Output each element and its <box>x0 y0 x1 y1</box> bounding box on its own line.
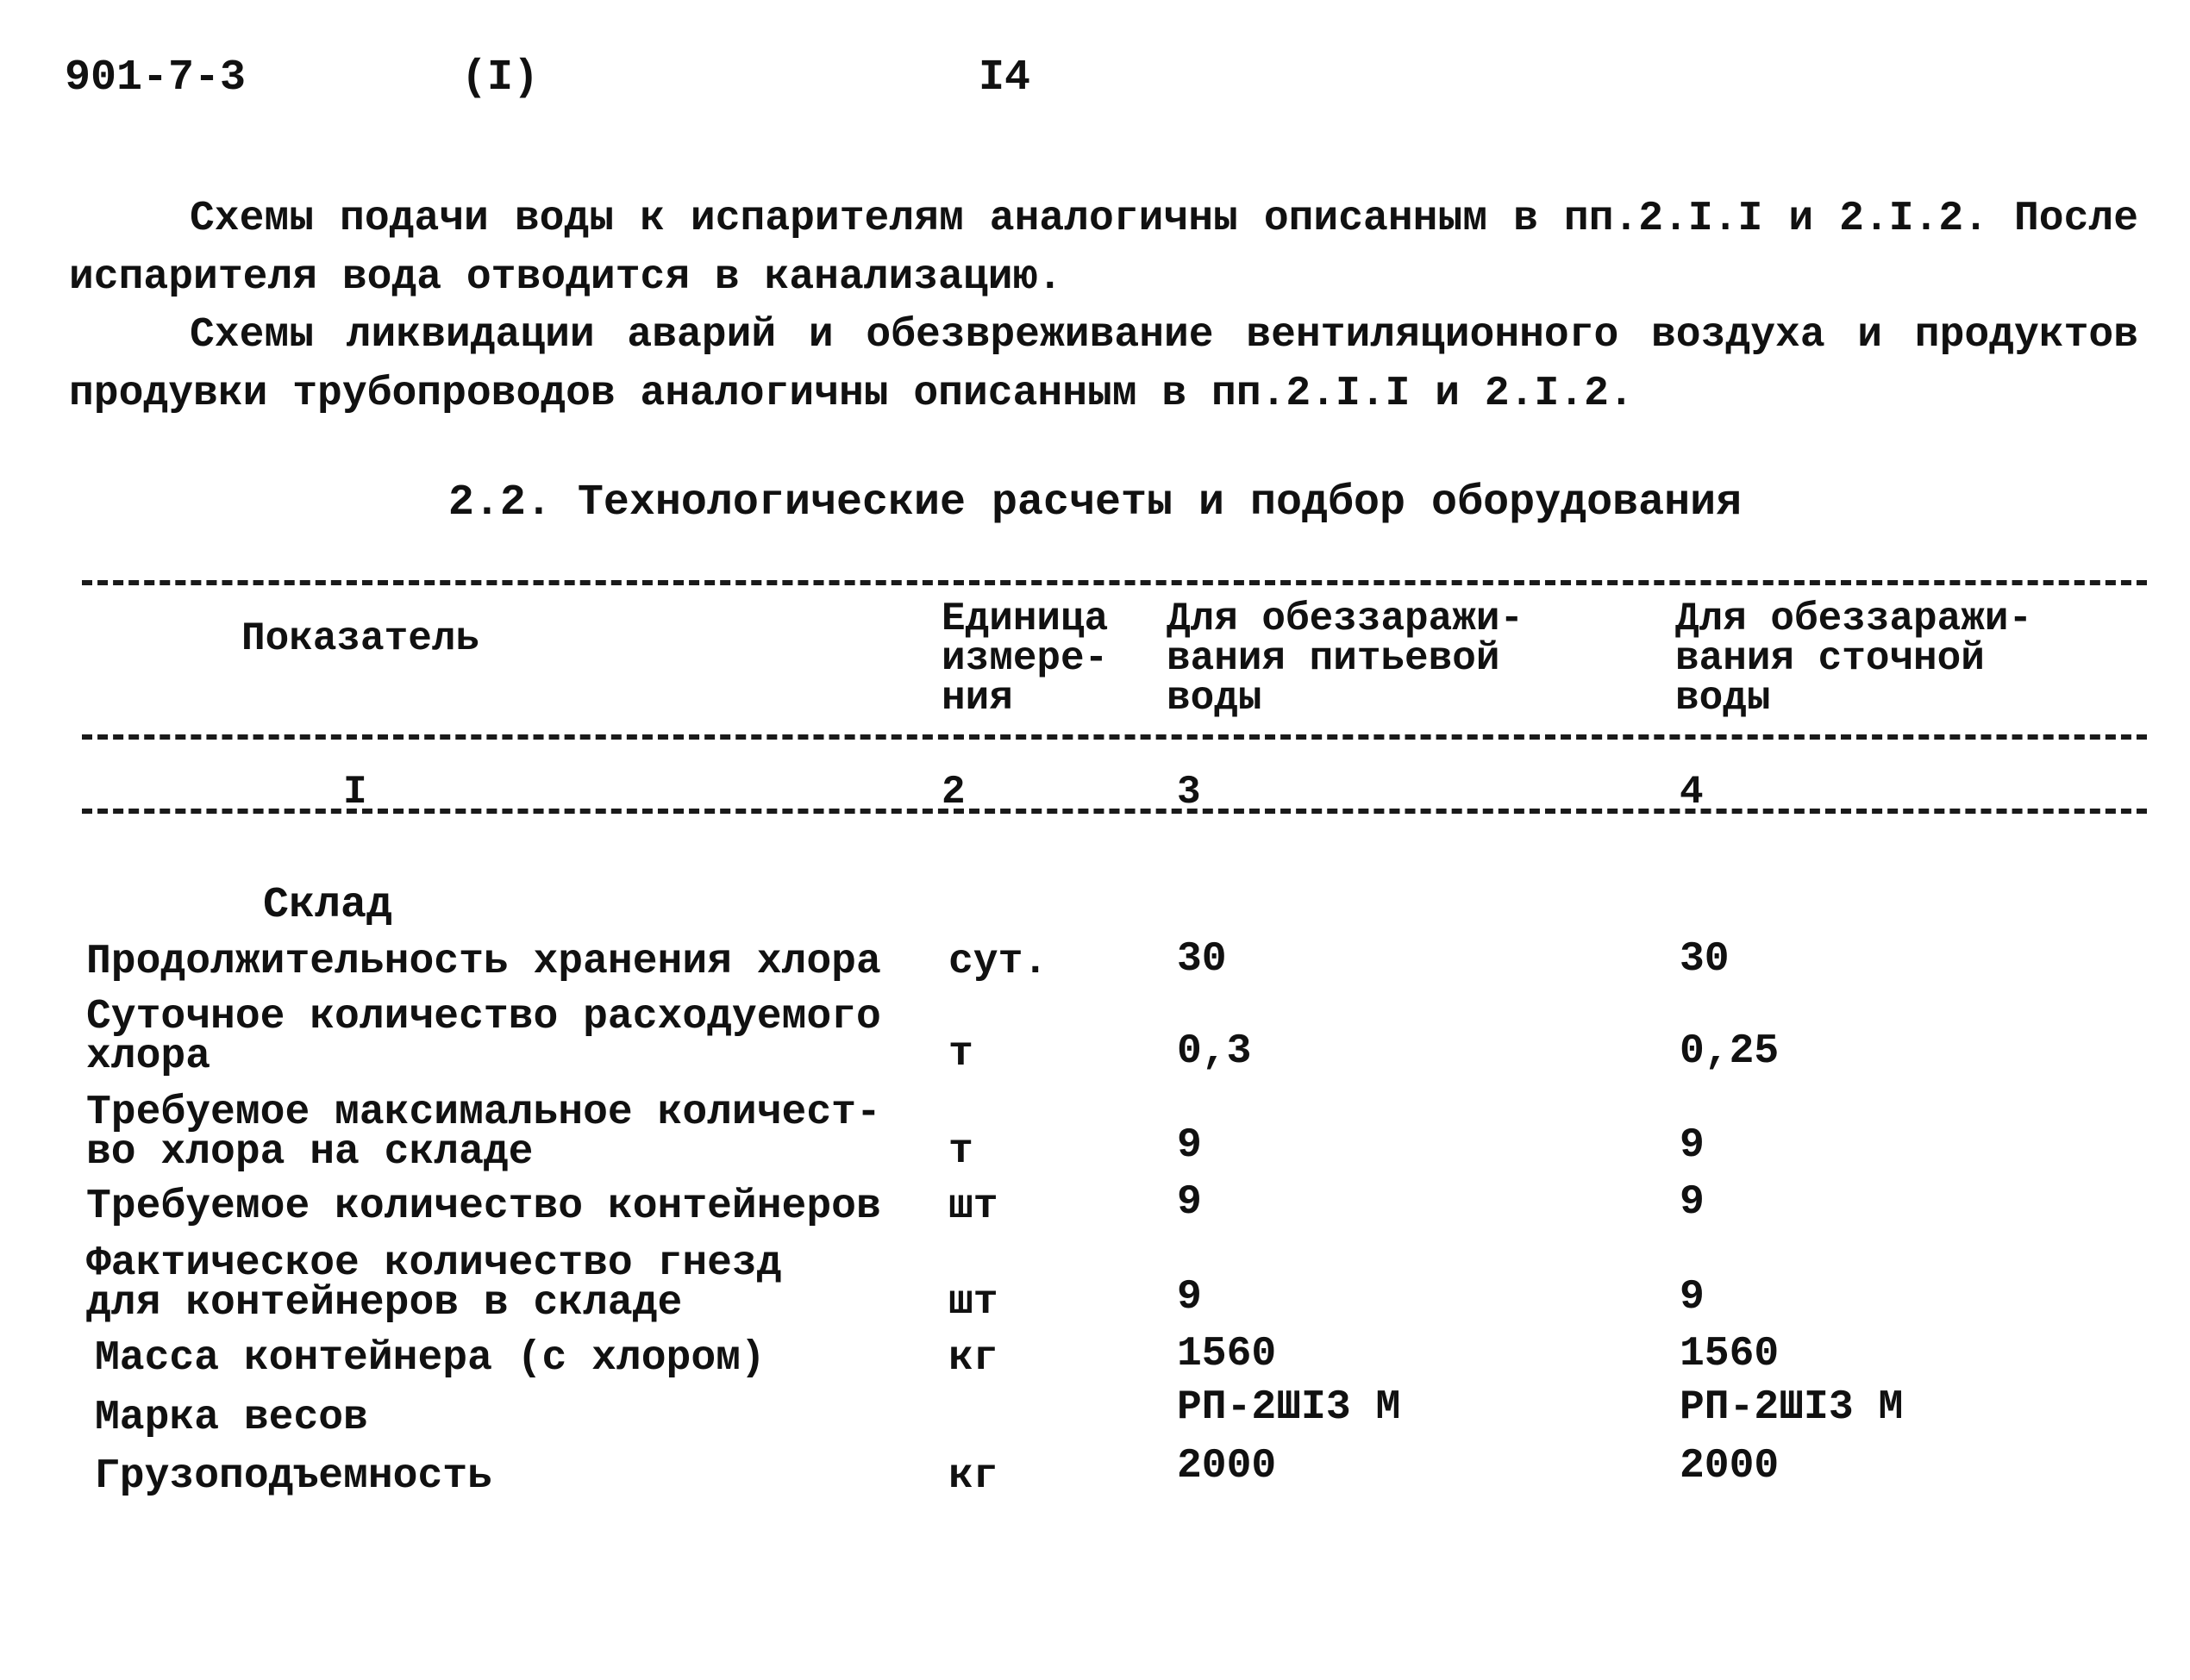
row-indicator: Фактическое количество гнезд для контейнеров в складе <box>86 1240 782 1327</box>
paragraph-text: Схемы ликвидации аварий и обезвреживание вентиляционного воздуха и продуктов продувки трубопроводов аналогичны описанным в пп.2.I.I и 2.I.2. <box>69 312 2138 417</box>
row-indicator: Суточное количество расходуемого хлора <box>86 994 881 1080</box>
row-value-drinking: 1560 <box>1177 1331 1277 1377</box>
row-unit: шт <box>948 1183 998 1230</box>
row-value-waste: 9 <box>1680 1274 1705 1321</box>
column-header-waste: Для обеззаражи- вания сточной воды <box>1675 596 2033 721</box>
row-indicator: Продолжительность хранения хлора <box>86 939 881 985</box>
column-header-unit: Единица измере- ния <box>942 596 1109 721</box>
row-value-drinking: РП-2ШI3 М <box>1177 1384 1401 1431</box>
row-value-drinking: 9 <box>1177 1179 1202 1226</box>
table-number-rule <box>82 809 2147 814</box>
row-value-drinking: 0,3 <box>1177 1028 1252 1075</box>
paragraph-water-supply <box>69 190 2138 307</box>
row-value-waste: 1560 <box>1680 1331 1780 1377</box>
paragraph-emergency <box>69 306 2138 423</box>
row-indicator: Требуемое максимальное количест- во хлора на складе <box>86 1090 881 1176</box>
row-indicator: Грузоподъемность <box>95 1453 492 1500</box>
row-unit: шт <box>948 1279 998 1326</box>
column-number-4: 4 <box>1680 770 1704 815</box>
column-number-1: I <box>343 770 367 815</box>
row-unit: кг <box>948 1453 998 1500</box>
row-indicator: Масса контейнера (с хлором) <box>95 1335 766 1382</box>
row-value-waste: 0,25 <box>1680 1028 1780 1075</box>
document-part: (I) <box>461 53 540 103</box>
section-title: 2.2. Технологические расчеты и подбор оборудования <box>447 478 1743 528</box>
row-unit: кг <box>948 1335 998 1382</box>
row-value-drinking: 30 <box>1177 936 1227 983</box>
row-value-waste: 30 <box>1680 936 1730 983</box>
row-value-waste: 9 <box>1680 1122 1705 1169</box>
row-value-waste: РП-2ШI3 М <box>1680 1384 1904 1431</box>
column-header-drinking: Для обеззаражи- вания питьевой воды <box>1167 596 1524 721</box>
column-number-2: 2 <box>942 770 966 815</box>
row-value-drinking: 9 <box>1177 1274 1202 1321</box>
paragraph-text: Схемы подачи воды к испарителям аналогичны описанным в пп.2.I.I и 2.I.2. После испарителя вода отводится в канализацию. <box>69 196 2138 301</box>
document-code: 901-7-3 <box>65 53 247 103</box>
column-header-indicator: Показатель <box>241 616 480 661</box>
row-value-drinking: 2000 <box>1177 1443 1277 1490</box>
column-number-3: 3 <box>1177 770 1201 815</box>
row-indicator: Марка весов <box>95 1395 368 1441</box>
row-value-drinking: 9 <box>1177 1122 1202 1169</box>
row-indicator: Требуемое количество контейнеров <box>86 1183 881 1230</box>
row-unit: т <box>948 1128 973 1175</box>
row-unit: т <box>948 1031 973 1077</box>
table-top-rule <box>82 580 2147 585</box>
row-unit: сут. <box>948 939 1048 985</box>
table-header-rule <box>82 734 2147 740</box>
row-value-waste: 9 <box>1680 1179 1705 1226</box>
row-value-waste: 2000 <box>1680 1443 1780 1490</box>
page-number: I4 <box>979 53 1031 103</box>
table-section-label: Склад <box>263 881 393 930</box>
